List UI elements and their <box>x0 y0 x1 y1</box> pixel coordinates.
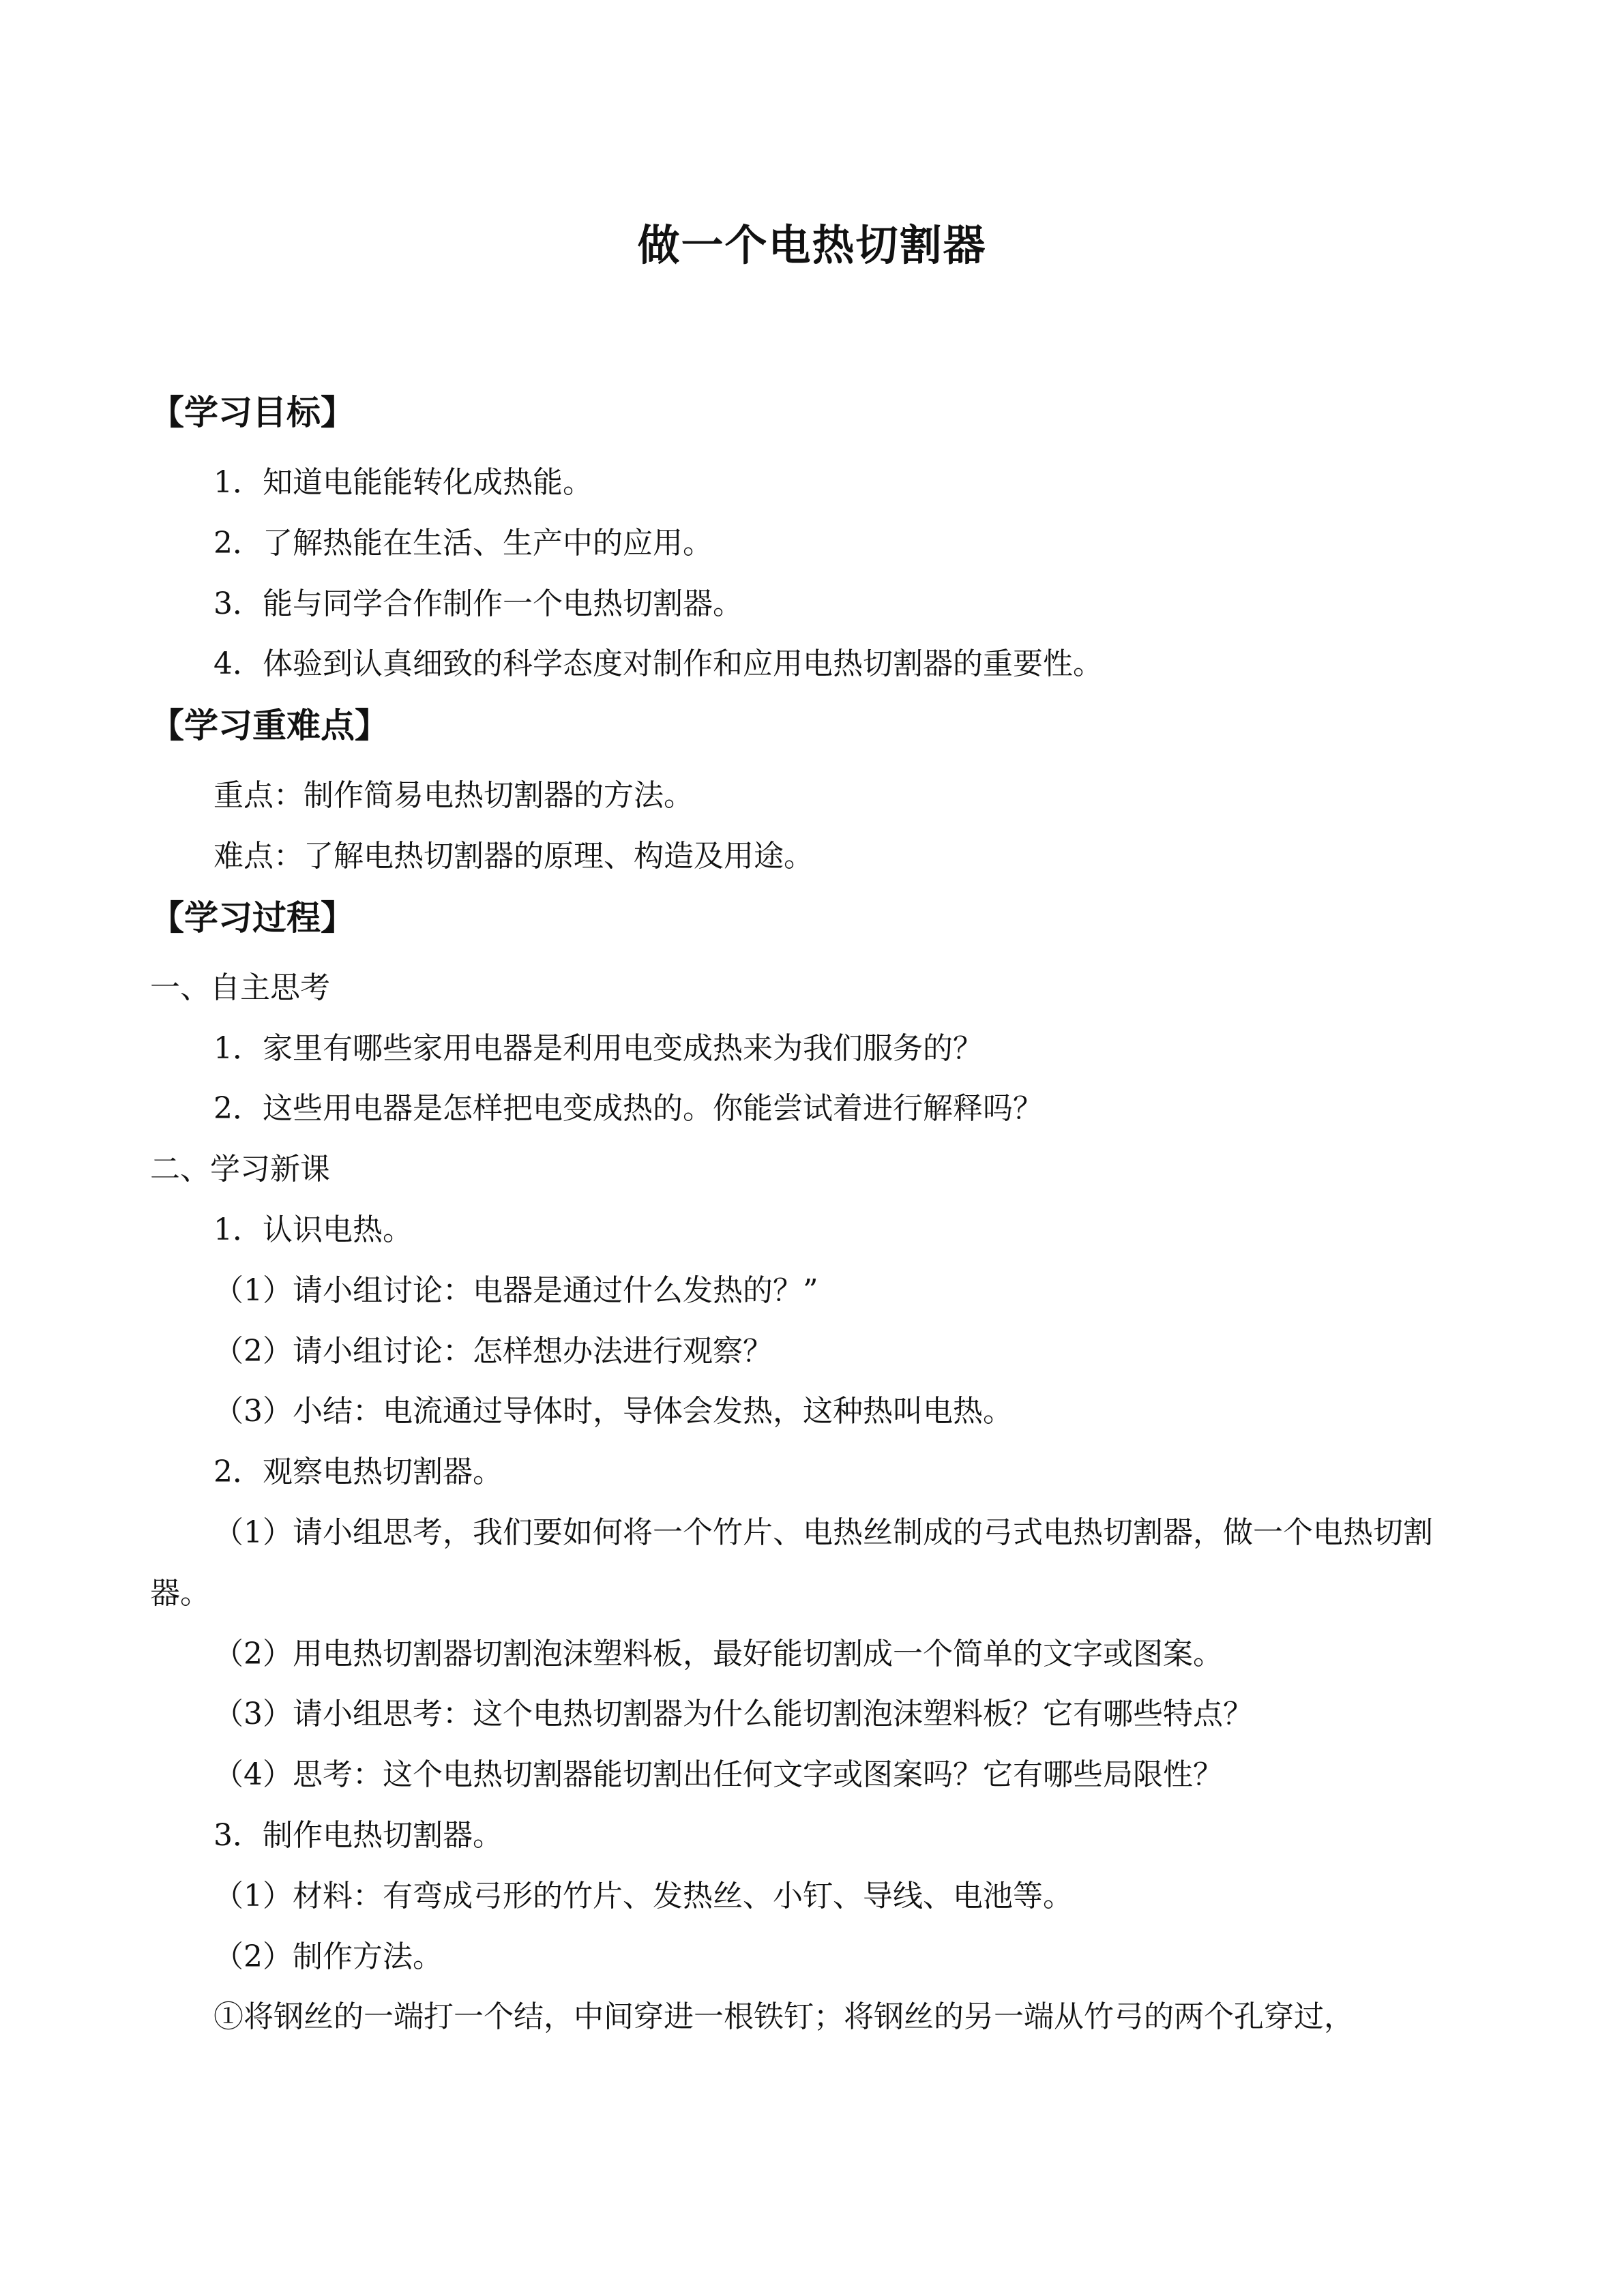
step-item: （3）小结：电流通过导体时，导体会发热，这种热叫电热。 <box>213 1394 1013 1429</box>
step-item: （2）请小组讨论：怎样想办法进行观察？ <box>213 1333 773 1369</box>
part-title: 一、自主思考 <box>150 970 330 1005</box>
page-title: 做一个电热切割器 <box>637 220 987 270</box>
process-heading: 【学习过程】 <box>150 897 355 938</box>
objective-item: 2．了解热能在生活、生产中的应用。 <box>213 525 713 561</box>
key-point-item: 难点：了解电热切割器的原理、构造及用途。 <box>213 838 814 874</box>
objectives-heading: 【学习目标】 <box>150 393 355 432</box>
step-item: （4）思考：这个电热切割器能切割出任何文字或图案吗？它有哪些局限性？ <box>213 1757 1223 1793</box>
objective-item: 3．能与同学合作制作一个电热切割器。 <box>213 586 743 621</box>
key-points-heading: 【学习重难点】 <box>150 706 389 746</box>
step-item: （1）请小组讨论：电器是通过什么发热的？” <box>213 1272 818 1308</box>
part-title: 二、学习新课 <box>150 1152 330 1187</box>
step-item: （3）请小组思考：这个电热切割器为什么能切割泡沫塑料板？它有哪些特点？ <box>213 1697 1253 1732</box>
step-item: （2）制作方法。 <box>213 1939 443 1974</box>
key-point-item: 重点：制作简易电热切割器的方法。 <box>213 778 694 814</box>
question-item: 2．这些用电器是怎样把电变成热的。你能尝试着进行解释吗？ <box>213 1091 1043 1127</box>
objective-item: 1．知道电能能转化成热能。 <box>213 465 593 500</box>
step-item: ①将钢丝的一端打一个结，中间穿进一根铁钉；将钢丝的另一端从竹弓的两个孔穿过， <box>213 1999 1354 2035</box>
question-item: 1．家里有哪些家用电器是利用电变成热来为我们服务的？ <box>213 1030 983 1066</box>
document-body <box>150 382 1487 2048</box>
step-item-wrapped: （1）请小组思考，我们要如何将一个竹片、电热丝制成的弓式电热切割器，做一个电热切割器。 <box>150 1515 1433 1611</box>
objective-item: 4．体验到认真细致的科学态度对制作和应用电热切割器的重要性。 <box>213 646 1103 682</box>
step-title: 1．认识电热。 <box>213 1212 413 1247</box>
step-title: 2．观察电热切割器。 <box>213 1455 503 1490</box>
step-title: 3．制作电热切割器。 <box>213 1817 503 1853</box>
step-item: （2）用电热切割器切割泡沫塑料板，最好能切割成一个简单的文字或图案。 <box>213 1636 1223 1671</box>
step-item: （1）材料：有弯成弓形的竹片、发热丝、小钉、导线、电池等。 <box>213 1878 1073 1913</box>
